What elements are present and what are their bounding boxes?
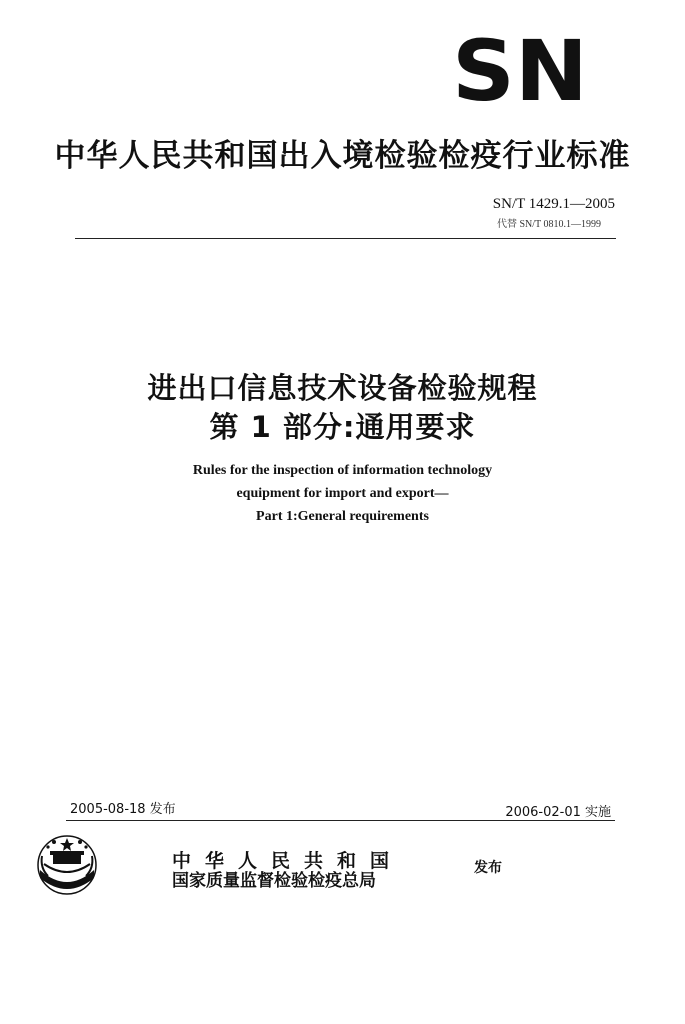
document-title-en-line2: equipment for import and export— bbox=[236, 486, 449, 501]
document-title-en-line3: Part 1:General requirements bbox=[256, 509, 429, 524]
document-title-cn-line1: 进出口信息技术设备检验规程 bbox=[147, 371, 538, 405]
document-title-cn-line2: 第 1 部分:通用要求 bbox=[209, 410, 476, 444]
publish-label: 发布 bbox=[474, 860, 502, 876]
national-emblem-icon bbox=[36, 834, 98, 896]
top-divider bbox=[75, 238, 616, 239]
standard-number: SN/T 1429.1—2005 bbox=[492, 196, 615, 212]
replaces-standard: 代替 SN/T 0810.1—1999 bbox=[497, 219, 601, 230]
implement-date: 2006-02-01 实施 bbox=[505, 805, 611, 820]
bottom-divider bbox=[66, 820, 615, 821]
document-title-en-line1: Rules for the inspection of information technology bbox=[192, 463, 493, 478]
sn-logo-text: SN bbox=[452, 32, 588, 104]
issuer-line2: 国家质量监督检验检疫总局 bbox=[172, 871, 376, 891]
issuer-line1: 中华人民共和国 bbox=[172, 850, 404, 872]
industry-standard-title: 中华人民共和国出入境检验检疫行业标准 bbox=[54, 138, 631, 174]
sn-logo bbox=[450, 32, 590, 104]
issue-date: 2005-08-18 发布 bbox=[70, 802, 176, 817]
